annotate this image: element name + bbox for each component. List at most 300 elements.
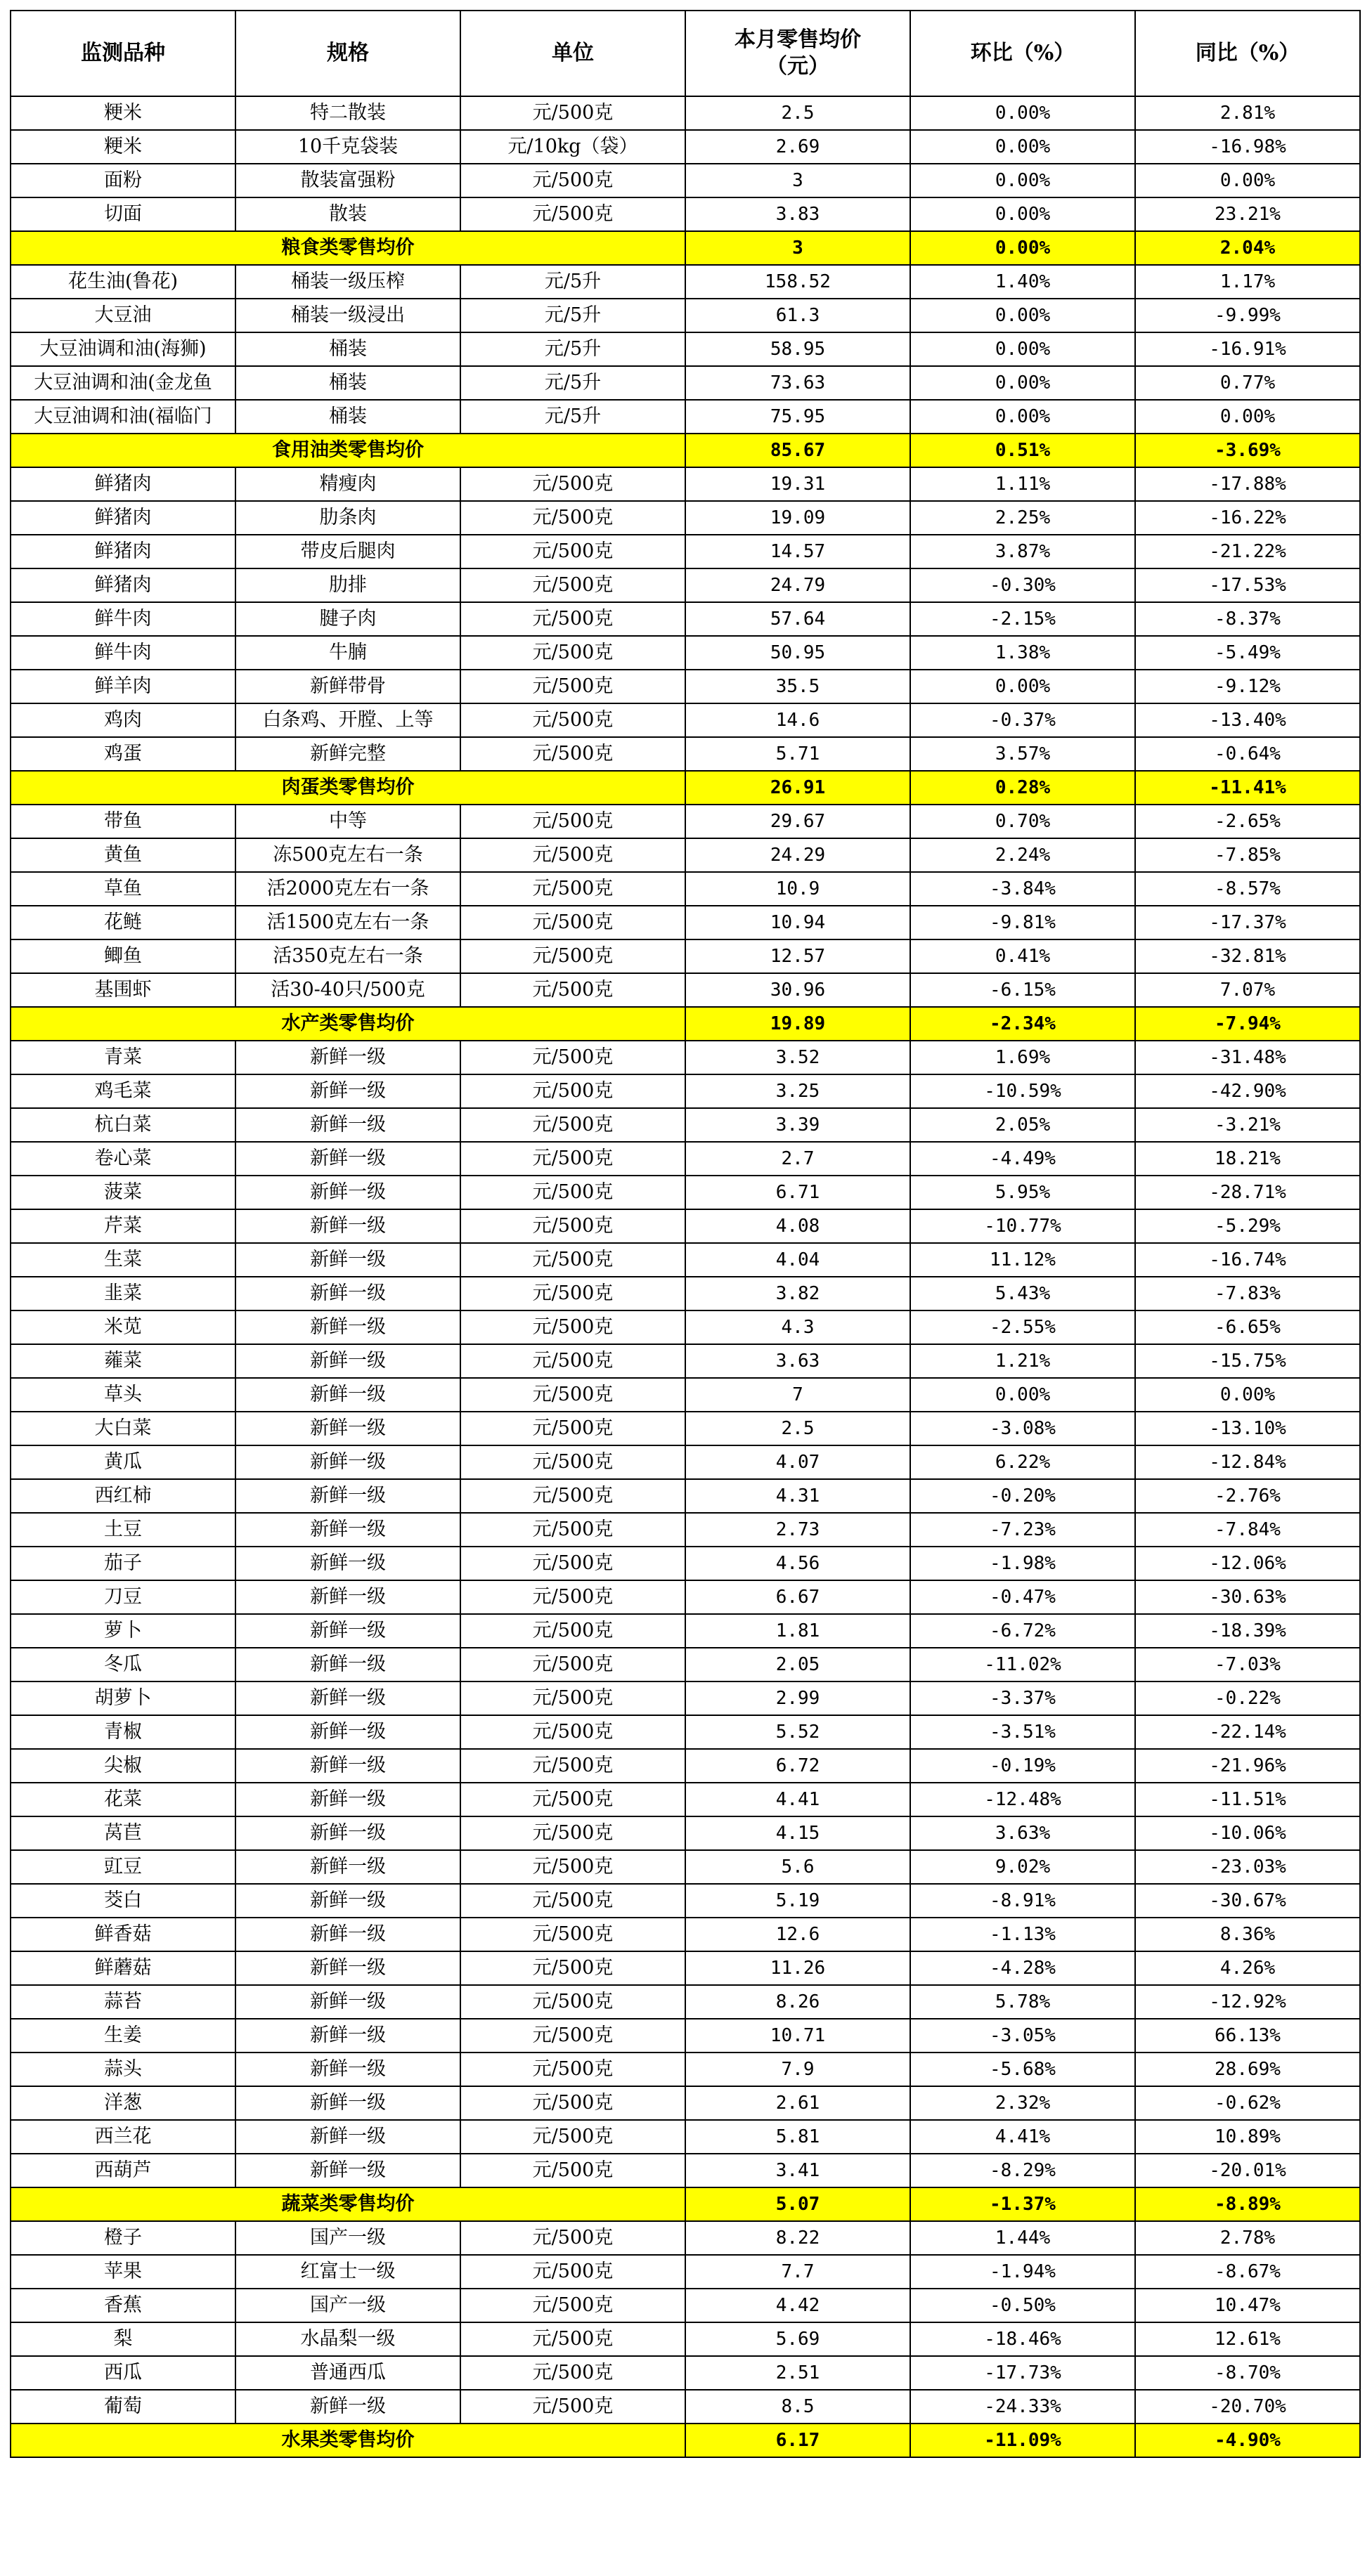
mom-change-cell: 3.57% (910, 737, 1135, 771)
price-cell: 10.71 (685, 2019, 910, 2053)
item-name-cell: 橙子 (11, 2221, 235, 2255)
yoy-change-cell: -16.74% (1135, 1243, 1360, 1277)
yoy-change-cell: 18.21% (1135, 1142, 1360, 1176)
table-row (11, 1648, 1360, 1681)
price-cell: 5.19 (685, 1884, 910, 1918)
mom-change-cell: -3.05% (910, 2019, 1135, 2053)
price-cell: 2.61 (685, 2086, 910, 2120)
yoy-change-cell: 4.26% (1135, 1951, 1360, 1985)
spec-cell: 活30-40只/500克 (235, 973, 460, 1007)
mom-change-cell: -8.91% (910, 1884, 1135, 1918)
price-cell: 8.5 (685, 2390, 910, 2424)
price-cell: 10.9 (685, 872, 910, 906)
price-cell: 2.73 (685, 1513, 910, 1547)
mom-change-cell: 0.00% (910, 366, 1135, 400)
summary-mom: -1.37% (910, 2187, 1135, 2221)
yoy-change-cell: -5.49% (1135, 636, 1360, 670)
unit-cell: 元/500克 (460, 2356, 685, 2390)
yoy-change-cell: -6.65% (1135, 1310, 1360, 1344)
table-row (11, 265, 1360, 299)
header-unit: 单位 (460, 11, 685, 96)
yoy-change-cell: 28.69% (1135, 2053, 1360, 2086)
table-row (11, 1108, 1360, 1142)
mom-change-cell: -6.72% (910, 1614, 1135, 1648)
item-name-cell: 鲜羊肉 (11, 670, 235, 703)
mom-change-cell: -4.28% (910, 1951, 1135, 1985)
table-row (11, 636, 1360, 670)
item-name-cell: 胡萝卜 (11, 1681, 235, 1715)
mom-change-cell: 1.40% (910, 265, 1135, 299)
item-name-cell: 草鱼 (11, 872, 235, 906)
price-cell: 10.94 (685, 906, 910, 939)
mom-change-cell: -10.59% (910, 1074, 1135, 1108)
spec-cell: 新鲜一级 (235, 1310, 460, 1344)
summary-label: 肉蛋类零售均价 (11, 771, 685, 805)
table-row (11, 2154, 1360, 2187)
table-header (11, 11, 1360, 96)
table-row (11, 332, 1360, 366)
spec-cell: 新鲜一级 (235, 1816, 460, 1850)
spec-cell: 肋条肉 (235, 501, 460, 535)
summary-price: 3 (685, 231, 910, 265)
mom-change-cell: 3.63% (910, 1816, 1135, 1850)
spec-cell: 新鲜一级 (235, 1547, 460, 1580)
unit-cell: 元/500克 (460, 1445, 685, 1479)
price-cell: 12.6 (685, 1918, 910, 1951)
price-cell: 158.52 (685, 265, 910, 299)
price-cell: 4.31 (685, 1479, 910, 1513)
spec-cell: 活350克左右一条 (235, 939, 460, 973)
item-name-cell: 菠菜 (11, 1176, 235, 1209)
spec-cell: 新鲜一级 (235, 1580, 460, 1614)
yoy-change-cell: 66.13% (1135, 2019, 1360, 2053)
spec-cell: 牛腩 (235, 636, 460, 670)
table-row (11, 568, 1360, 602)
unit-cell: 元/500克 (460, 2120, 685, 2154)
price-cell: 5.81 (685, 2120, 910, 2154)
header-yoy: 同比（%） (1135, 11, 1360, 96)
price-cell: 6.67 (685, 1580, 910, 1614)
item-name-cell: 大豆油 (11, 299, 235, 332)
unit-cell: 元/500克 (460, 1176, 685, 1209)
mom-change-cell: 5.78% (910, 1985, 1135, 2019)
item-name-cell: 西兰花 (11, 2120, 235, 2154)
item-name-cell: 鲜猪肉 (11, 568, 235, 602)
mom-change-cell: 0.70% (910, 805, 1135, 838)
yoy-change-cell: -2.76% (1135, 1479, 1360, 1513)
item-name-cell: 尖椒 (11, 1749, 235, 1783)
price-cell: 61.3 (685, 299, 910, 332)
spec-cell: 冻500克左右一条 (235, 838, 460, 872)
unit-cell: 元/500克 (460, 1850, 685, 1884)
spec-cell: 新鲜一级 (235, 1951, 460, 1985)
item-name-cell: 鲜香菇 (11, 1918, 235, 1951)
item-name-cell: 蒜苔 (11, 1985, 235, 2019)
item-name-cell: 黄瓜 (11, 1445, 235, 1479)
mom-change-cell: -2.15% (910, 602, 1135, 636)
unit-cell: 元/500克 (460, 2154, 685, 2187)
price-cell: 1.81 (685, 1614, 910, 1648)
table-row (11, 2086, 1360, 2120)
table-row (11, 1176, 1360, 1209)
price-cell: 29.67 (685, 805, 910, 838)
summary-label: 粮食类零售均价 (11, 231, 685, 265)
spec-cell: 桶装 (235, 400, 460, 434)
table-row (11, 2356, 1360, 2390)
summary-mom: 0.00% (910, 231, 1135, 265)
item-name-cell: 带鱼 (11, 805, 235, 838)
yoy-change-cell: -13.10% (1135, 1412, 1360, 1445)
spec-cell: 新鲜一级 (235, 1850, 460, 1884)
item-name-cell: 韭菜 (11, 1277, 235, 1310)
item-name-cell: 刀豆 (11, 1580, 235, 1614)
unit-cell: 元/500克 (460, 2053, 685, 2086)
item-name-cell: 鲜牛肉 (11, 602, 235, 636)
table-row (11, 1209, 1360, 1243)
yoy-change-cell: -8.67% (1135, 2255, 1360, 2289)
item-name-cell: 鸡毛菜 (11, 1074, 235, 1108)
mom-change-cell: 4.41% (910, 2120, 1135, 2154)
price-cell: 6.71 (685, 1176, 910, 1209)
unit-cell: 元/500克 (460, 1142, 685, 1176)
price-cell: 57.64 (685, 602, 910, 636)
spec-cell: 新鲜一级 (235, 1614, 460, 1648)
item-name-cell: 苹果 (11, 2255, 235, 2289)
summary-mom: -11.09% (910, 2424, 1135, 2457)
mom-change-cell: 5.43% (910, 1277, 1135, 1310)
yoy-change-cell: -12.06% (1135, 1547, 1360, 1580)
price-cell: 2.5 (685, 96, 910, 130)
mom-change-cell: 1.38% (910, 636, 1135, 670)
yoy-change-cell: -13.40% (1135, 703, 1360, 737)
table-row (11, 1412, 1360, 1445)
yoy-change-cell: 1.17% (1135, 265, 1360, 299)
price-cell: 3.82 (685, 1277, 910, 1310)
unit-cell: 元/5升 (460, 400, 685, 434)
spec-cell: 桶装一级压榨 (235, 265, 460, 299)
mom-change-cell: -7.23% (910, 1513, 1135, 1547)
table-row (11, 197, 1360, 231)
spec-cell: 中等 (235, 805, 460, 838)
unit-cell: 元/5升 (460, 299, 685, 332)
unit-cell: 元/500克 (460, 1985, 685, 2019)
item-name-cell: 鸡肉 (11, 703, 235, 737)
spec-cell: 新鲜一级 (235, 2053, 460, 2086)
unit-cell: 元/500克 (460, 1412, 685, 1445)
unit-cell: 元/500克 (460, 939, 685, 973)
yoy-change-cell: -20.70% (1135, 2390, 1360, 2424)
spec-cell: 活1500克左右一条 (235, 906, 460, 939)
table-row (11, 1715, 1360, 1749)
mom-change-cell: -1.13% (910, 1918, 1135, 1951)
spec-cell: 活2000克左右一条 (235, 872, 460, 906)
unit-cell: 元/500克 (460, 602, 685, 636)
table-row (11, 1816, 1360, 1850)
yoy-change-cell: -8.37% (1135, 602, 1360, 636)
yoy-change-cell: -12.84% (1135, 1445, 1360, 1479)
mom-change-cell: 0.00% (910, 670, 1135, 703)
yoy-change-cell: 0.00% (1135, 164, 1360, 197)
spec-cell: 腱子肉 (235, 602, 460, 636)
item-name-cell: 西红柿 (11, 1479, 235, 1513)
spec-cell: 散装富强粉 (235, 164, 460, 197)
unit-cell: 元/500克 (460, 670, 685, 703)
unit-cell: 元/500克 (460, 1580, 685, 1614)
unit-cell: 元/500克 (460, 1277, 685, 1310)
price-cell: 4.04 (685, 1243, 910, 1277)
unit-cell: 元/500克 (460, 737, 685, 771)
mom-change-cell: 1.44% (910, 2221, 1135, 2255)
price-cell: 58.95 (685, 332, 910, 366)
table-row (11, 703, 1360, 737)
yoy-change-cell: -30.67% (1135, 1884, 1360, 1918)
table-row (11, 805, 1360, 838)
spec-cell: 新鲜一级 (235, 1783, 460, 1816)
mom-change-cell: -3.08% (910, 1412, 1135, 1445)
item-name-cell: 茭白 (11, 1884, 235, 1918)
header-row (11, 11, 1360, 96)
item-name-cell: 生姜 (11, 2019, 235, 2053)
unit-cell: 元/500克 (460, 1479, 685, 1513)
yoy-change-cell: -7.85% (1135, 838, 1360, 872)
table-row (11, 2120, 1360, 2154)
spec-cell: 桶装一级浸出 (235, 299, 460, 332)
mom-change-cell: 5.95% (910, 1176, 1135, 1209)
yoy-change-cell: -22.14% (1135, 1715, 1360, 1749)
table-row (11, 602, 1360, 636)
summary-label: 蔬菜类零售均价 (11, 2187, 685, 2221)
price-cell: 3.63 (685, 1344, 910, 1378)
spec-cell: 新鲜一级 (235, 1445, 460, 1479)
item-name-cell: 粳米 (11, 96, 235, 130)
table-row (11, 1783, 1360, 1816)
mom-change-cell: -11.02% (910, 1648, 1135, 1681)
mom-change-cell: -3.84% (910, 872, 1135, 906)
yoy-change-cell: 0.00% (1135, 1378, 1360, 1412)
table-row (11, 1074, 1360, 1108)
spec-cell: 新鲜一级 (235, 2086, 460, 2120)
unit-cell: 元/500克 (460, 96, 685, 130)
table-row (11, 1985, 1360, 2019)
summary-mom: 0.28% (910, 771, 1135, 805)
table-row (11, 164, 1360, 197)
unit-cell: 元/500克 (460, 805, 685, 838)
yoy-change-cell: -28.71% (1135, 1176, 1360, 1209)
summary-price: 6.17 (685, 2424, 910, 2457)
unit-cell: 元/500克 (460, 1547, 685, 1580)
unit-cell: 元/500克 (460, 467, 685, 501)
spec-cell: 新鲜一级 (235, 1513, 460, 1547)
yoy-change-cell: -30.63% (1135, 1580, 1360, 1614)
category-summary-row (11, 1007, 1360, 1041)
spec-cell: 新鲜一级 (235, 2390, 460, 2424)
item-name-cell: 米苋 (11, 1310, 235, 1344)
summary-mom: 0.51% (910, 434, 1135, 467)
spec-cell: 带皮后腿肉 (235, 535, 460, 568)
mom-change-cell: 2.24% (910, 838, 1135, 872)
spec-cell: 精瘦肉 (235, 467, 460, 501)
unit-cell: 元/10kg（袋） (460, 130, 685, 164)
item-name-cell: 洋葱 (11, 2086, 235, 2120)
item-name-cell: 冬瓜 (11, 1648, 235, 1681)
item-name-cell: 萝卜 (11, 1614, 235, 1648)
item-name-cell: 鸡蛋 (11, 737, 235, 771)
price-cell: 7 (685, 1378, 910, 1412)
price-cell: 7.7 (685, 2255, 910, 2289)
yoy-change-cell: -7.83% (1135, 1277, 1360, 1310)
mom-change-cell: 2.25% (910, 501, 1135, 535)
summary-price: 5.07 (685, 2187, 910, 2221)
mom-change-cell: 0.00% (910, 332, 1135, 366)
summary-label: 水果类零售均价 (11, 2424, 685, 2457)
price-cell: 2.05 (685, 1648, 910, 1681)
price-cell: 5.71 (685, 737, 910, 771)
price-cell: 6.72 (685, 1749, 910, 1783)
yoy-change-cell: -7.03% (1135, 1648, 1360, 1681)
mom-change-cell: -0.19% (910, 1749, 1135, 1783)
table-row (11, 939, 1360, 973)
yoy-change-cell: -12.92% (1135, 1985, 1360, 2019)
item-name-cell: 生菜 (11, 1243, 235, 1277)
table-row (11, 838, 1360, 872)
item-name-cell: 梨 (11, 2322, 235, 2356)
yoy-change-cell: -7.84% (1135, 1513, 1360, 1547)
unit-cell: 元/5升 (460, 366, 685, 400)
spec-cell: 新鲜一级 (235, 1277, 460, 1310)
table-row (11, 1344, 1360, 1378)
yoy-change-cell: -5.29% (1135, 1209, 1360, 1243)
item-name-cell: 草头 (11, 1378, 235, 1412)
price-cell: 24.29 (685, 838, 910, 872)
unit-cell: 元/500克 (460, 2289, 685, 2322)
price-cell: 3.52 (685, 1041, 910, 1074)
spec-cell: 新鲜一级 (235, 2120, 460, 2154)
unit-cell: 元/500克 (460, 1108, 685, 1142)
price-cell: 19.09 (685, 501, 910, 535)
price-cell: 5.69 (685, 2322, 910, 2356)
table-row (11, 2019, 1360, 2053)
summary-mom: -2.34% (910, 1007, 1135, 1041)
mom-change-cell: -9.81% (910, 906, 1135, 939)
mom-change-cell: -3.37% (910, 1681, 1135, 1715)
mom-change-cell: -2.55% (910, 1310, 1135, 1344)
unit-cell: 元/500克 (460, 2322, 685, 2356)
yoy-change-cell: -11.51% (1135, 1783, 1360, 1816)
yoy-change-cell: -20.01% (1135, 2154, 1360, 2187)
yoy-change-cell: -15.75% (1135, 1344, 1360, 1378)
mom-change-cell: 11.12% (910, 1243, 1135, 1277)
mom-change-cell: 1.69% (910, 1041, 1135, 1074)
summary-yoy: 2.04% (1135, 231, 1360, 265)
price-cell: 3.83 (685, 197, 910, 231)
mom-change-cell: 1.11% (910, 467, 1135, 501)
unit-cell: 元/500克 (460, 872, 685, 906)
spec-cell: 新鲜一级 (235, 1074, 460, 1108)
unit-cell: 元/500克 (460, 2221, 685, 2255)
mom-change-cell: 0.00% (910, 197, 1135, 231)
yoy-change-cell: -17.88% (1135, 467, 1360, 501)
item-name-cell: 香蕉 (11, 2289, 235, 2322)
price-cell: 4.42 (685, 2289, 910, 2322)
spec-cell: 新鲜一级 (235, 1918, 460, 1951)
table-row (11, 1918, 1360, 1951)
mom-change-cell: -0.20% (910, 1479, 1135, 1513)
price-cell: 2.51 (685, 2356, 910, 2390)
mom-change-cell: 3.87% (910, 535, 1135, 568)
unit-cell: 元/500克 (460, 636, 685, 670)
table-row (11, 535, 1360, 568)
table-row (11, 973, 1360, 1007)
price-cell: 2.7 (685, 1142, 910, 1176)
unit-cell: 元/500克 (460, 2390, 685, 2424)
table-row (11, 501, 1360, 535)
table-row (11, 1310, 1360, 1344)
price-cell: 4.41 (685, 1783, 910, 1816)
yoy-change-cell: 7.07% (1135, 973, 1360, 1007)
yoy-change-cell: 0.00% (1135, 400, 1360, 434)
spec-cell: 新鲜一级 (235, 1648, 460, 1681)
price-cell: 8.22 (685, 2221, 910, 2255)
spec-cell: 红富士一级 (235, 2255, 460, 2289)
yoy-change-cell: -21.96% (1135, 1749, 1360, 1783)
table-row (11, 366, 1360, 400)
price-cell: 2.99 (685, 1681, 910, 1715)
price-cell: 4.08 (685, 1209, 910, 1243)
price-cell: 75.95 (685, 400, 910, 434)
category-summary-row (11, 231, 1360, 265)
table-row (11, 1884, 1360, 1918)
yoy-change-cell: -0.62% (1135, 2086, 1360, 2120)
unit-cell: 元/500克 (460, 1378, 685, 1412)
mom-change-cell: 2.32% (910, 2086, 1135, 2120)
spec-cell: 新鲜一级 (235, 1142, 460, 1176)
price-cell: 14.57 (685, 535, 910, 568)
yoy-change-cell: -9.12% (1135, 670, 1360, 703)
item-name-cell: 鲜牛肉 (11, 636, 235, 670)
table-row (11, 1681, 1360, 1715)
mom-change-cell: -12.48% (910, 1783, 1135, 1816)
table-body (11, 96, 1360, 2457)
price-cell: 24.79 (685, 568, 910, 602)
spec-cell: 新鲜带骨 (235, 670, 460, 703)
price-cell: 2.5 (685, 1412, 910, 1445)
spec-cell: 新鲜完整 (235, 737, 460, 771)
yoy-change-cell: -0.64% (1135, 737, 1360, 771)
mom-change-cell: -5.68% (910, 2053, 1135, 2086)
unit-cell: 元/5升 (460, 332, 685, 366)
yoy-change-cell: -31.48% (1135, 1041, 1360, 1074)
spec-cell: 新鲜一级 (235, 1479, 460, 1513)
spec-cell: 新鲜一级 (235, 2154, 460, 2187)
unit-cell: 元/5升 (460, 265, 685, 299)
unit-cell: 元/500克 (460, 1074, 685, 1108)
yoy-change-cell: -18.39% (1135, 1614, 1360, 1648)
mom-change-cell: 0.00% (910, 400, 1135, 434)
item-name-cell: 鲜猪肉 (11, 501, 235, 535)
mom-change-cell: 6.22% (910, 1445, 1135, 1479)
price-cell: 4.56 (685, 1547, 910, 1580)
yoy-change-cell: -3.21% (1135, 1108, 1360, 1142)
item-name-cell: 大豆油调和油(福临门 (11, 400, 235, 434)
item-name-cell: 西葫芦 (11, 2154, 235, 2187)
table-row (11, 1547, 1360, 1580)
item-name-cell: 青菜 (11, 1041, 235, 1074)
price-cell: 3.39 (685, 1108, 910, 1142)
unit-cell: 元/500克 (460, 164, 685, 197)
unit-cell: 元/500克 (460, 2019, 685, 2053)
spec-cell: 新鲜一级 (235, 1985, 460, 2019)
yoy-change-cell: 2.78% (1135, 2221, 1360, 2255)
